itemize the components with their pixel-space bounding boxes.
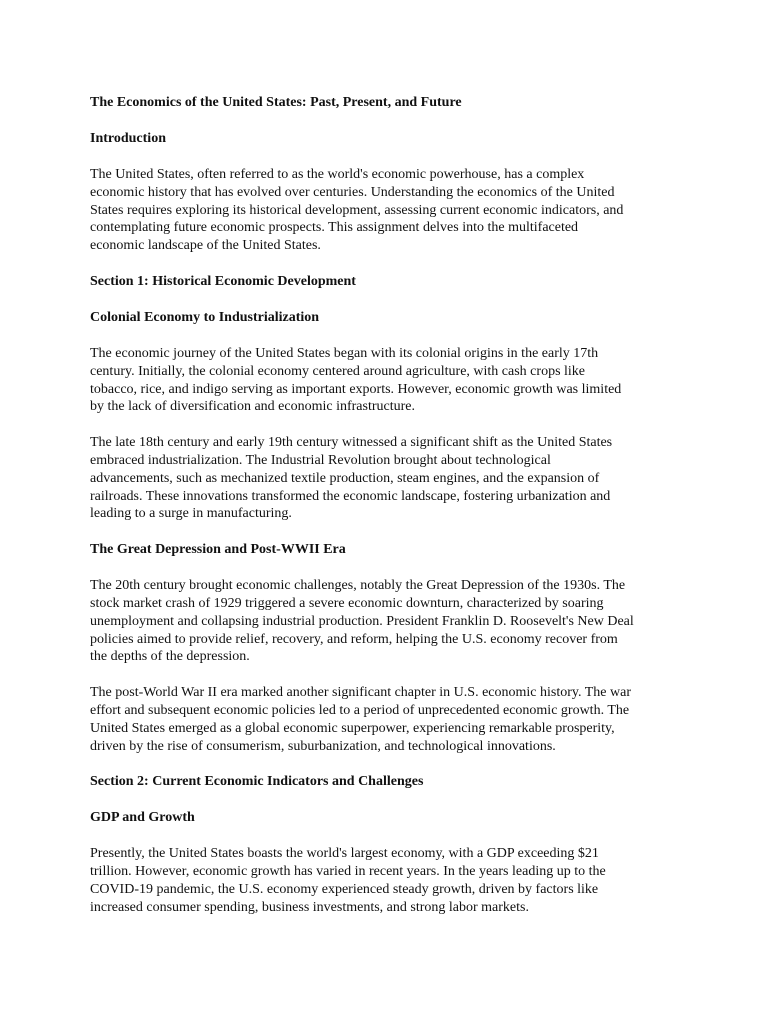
text-line: States requires exploring its historical development, assessing current economic indicators, and <box>90 202 624 218</box>
text-line: The 20th century brought economic challenges, notably the Great Depression of the 1930s. The <box>90 578 626 594</box>
section-1-heading: Section 1: Historical Economic Development <box>90 273 356 289</box>
document-page <box>90 94 690 917</box>
text-line: unemployment and collapsing industrial production. President Franklin D. Roosevelt's New Deal <box>90 613 634 629</box>
text-line: the depths of the depression. <box>90 649 250 665</box>
text-line: United States emerged as a global economic superpower, experiencing remarkable prosperity, <box>90 720 615 736</box>
section-2-heading: Section 2: Current Economic Indicators and Challenges <box>90 774 424 790</box>
text-line: The United States, often referred to as the world's economic powerhouse, has a complex <box>90 167 585 182</box>
text-line: driven by the rise of consumerism, suburbanization, and technological innovations. <box>90 738 556 754</box>
text-line: leading to a surge in manufacturing. <box>90 506 292 522</box>
text-line: advancements, such as mechanized textile production, steam engines, and the expansion of <box>90 470 600 486</box>
colonial-paragraph-1 <box>90 345 690 416</box>
introduction-paragraph <box>90 166 690 255</box>
text-line: century. Initially, the colonial economy centered around agriculture, with cash crops like <box>90 363 586 379</box>
text-line: The post-World War II era marked another significant chapter in U.S. economic history. The war <box>90 685 631 701</box>
text-line: by the lack of diversification and economic infrastructure. <box>90 399 415 415</box>
text-line: tobacco, rice, and indigo serving as important exports. However, economic growth was limited <box>90 381 622 397</box>
introduction-heading: Introduction <box>90 131 166 146</box>
colonial-paragraph-2 <box>90 434 690 523</box>
text-line: The economic journey of the United States began with its colonial origins in the early 17th <box>90 345 599 361</box>
document-title: The Economics of the United States: Past, Present, and Future <box>90 95 462 110</box>
text-line: embraced industrialization. The Industrial Revolution brought about technological <box>90 452 551 468</box>
depression-paragraph-2 <box>90 684 690 755</box>
text-line: Presently, the United States boasts the world's largest economy, with a GDP exceeding $21 <box>90 846 599 862</box>
text-line: increased consumer spending, business investments, and strong labor markets. <box>90 899 529 915</box>
text-line: economic landscape of the United States. <box>90 238 321 254</box>
gdp-growth-heading: GDP and Growth <box>90 810 195 826</box>
text-line: contemplating future economic prospects. This assignment delves into the multifaceted <box>90 220 579 236</box>
text-line: policies aimed to provide relief, recovery, and reform, helping the U.S. economy recover from <box>90 631 618 647</box>
text-line: effort and subsequent economic policies led to a period of unprecedented economic growth. The <box>90 702 630 718</box>
gdp-paragraph-1 <box>90 845 690 916</box>
text-line: economic history that has evolved over centuries. Understanding the economics of the United <box>90 184 615 200</box>
colonial-economy-heading: Colonial Economy to Industrialization <box>90 309 320 325</box>
text-line: The late 18th century and early 19th century witnessed a significant shift as the United States <box>90 435 613 451</box>
great-depression-heading: The Great Depression and Post-WWII Era <box>90 542 346 558</box>
text-line: railroads. These innovations transformed the economic landscape, fostering urbanization and <box>90 488 611 504</box>
text-line: COVID-19 pandemic, the U.S. economy experienced steady growth, driven by factors like <box>90 881 599 897</box>
text-line: stock market crash of 1929 triggered a severe economic downturn, characterized by soaring <box>90 595 604 611</box>
depression-paragraph-1 <box>90 577 690 666</box>
text-line: trillion. However, economic growth has varied in recent years. In the years leading up to the <box>90 864 606 880</box>
